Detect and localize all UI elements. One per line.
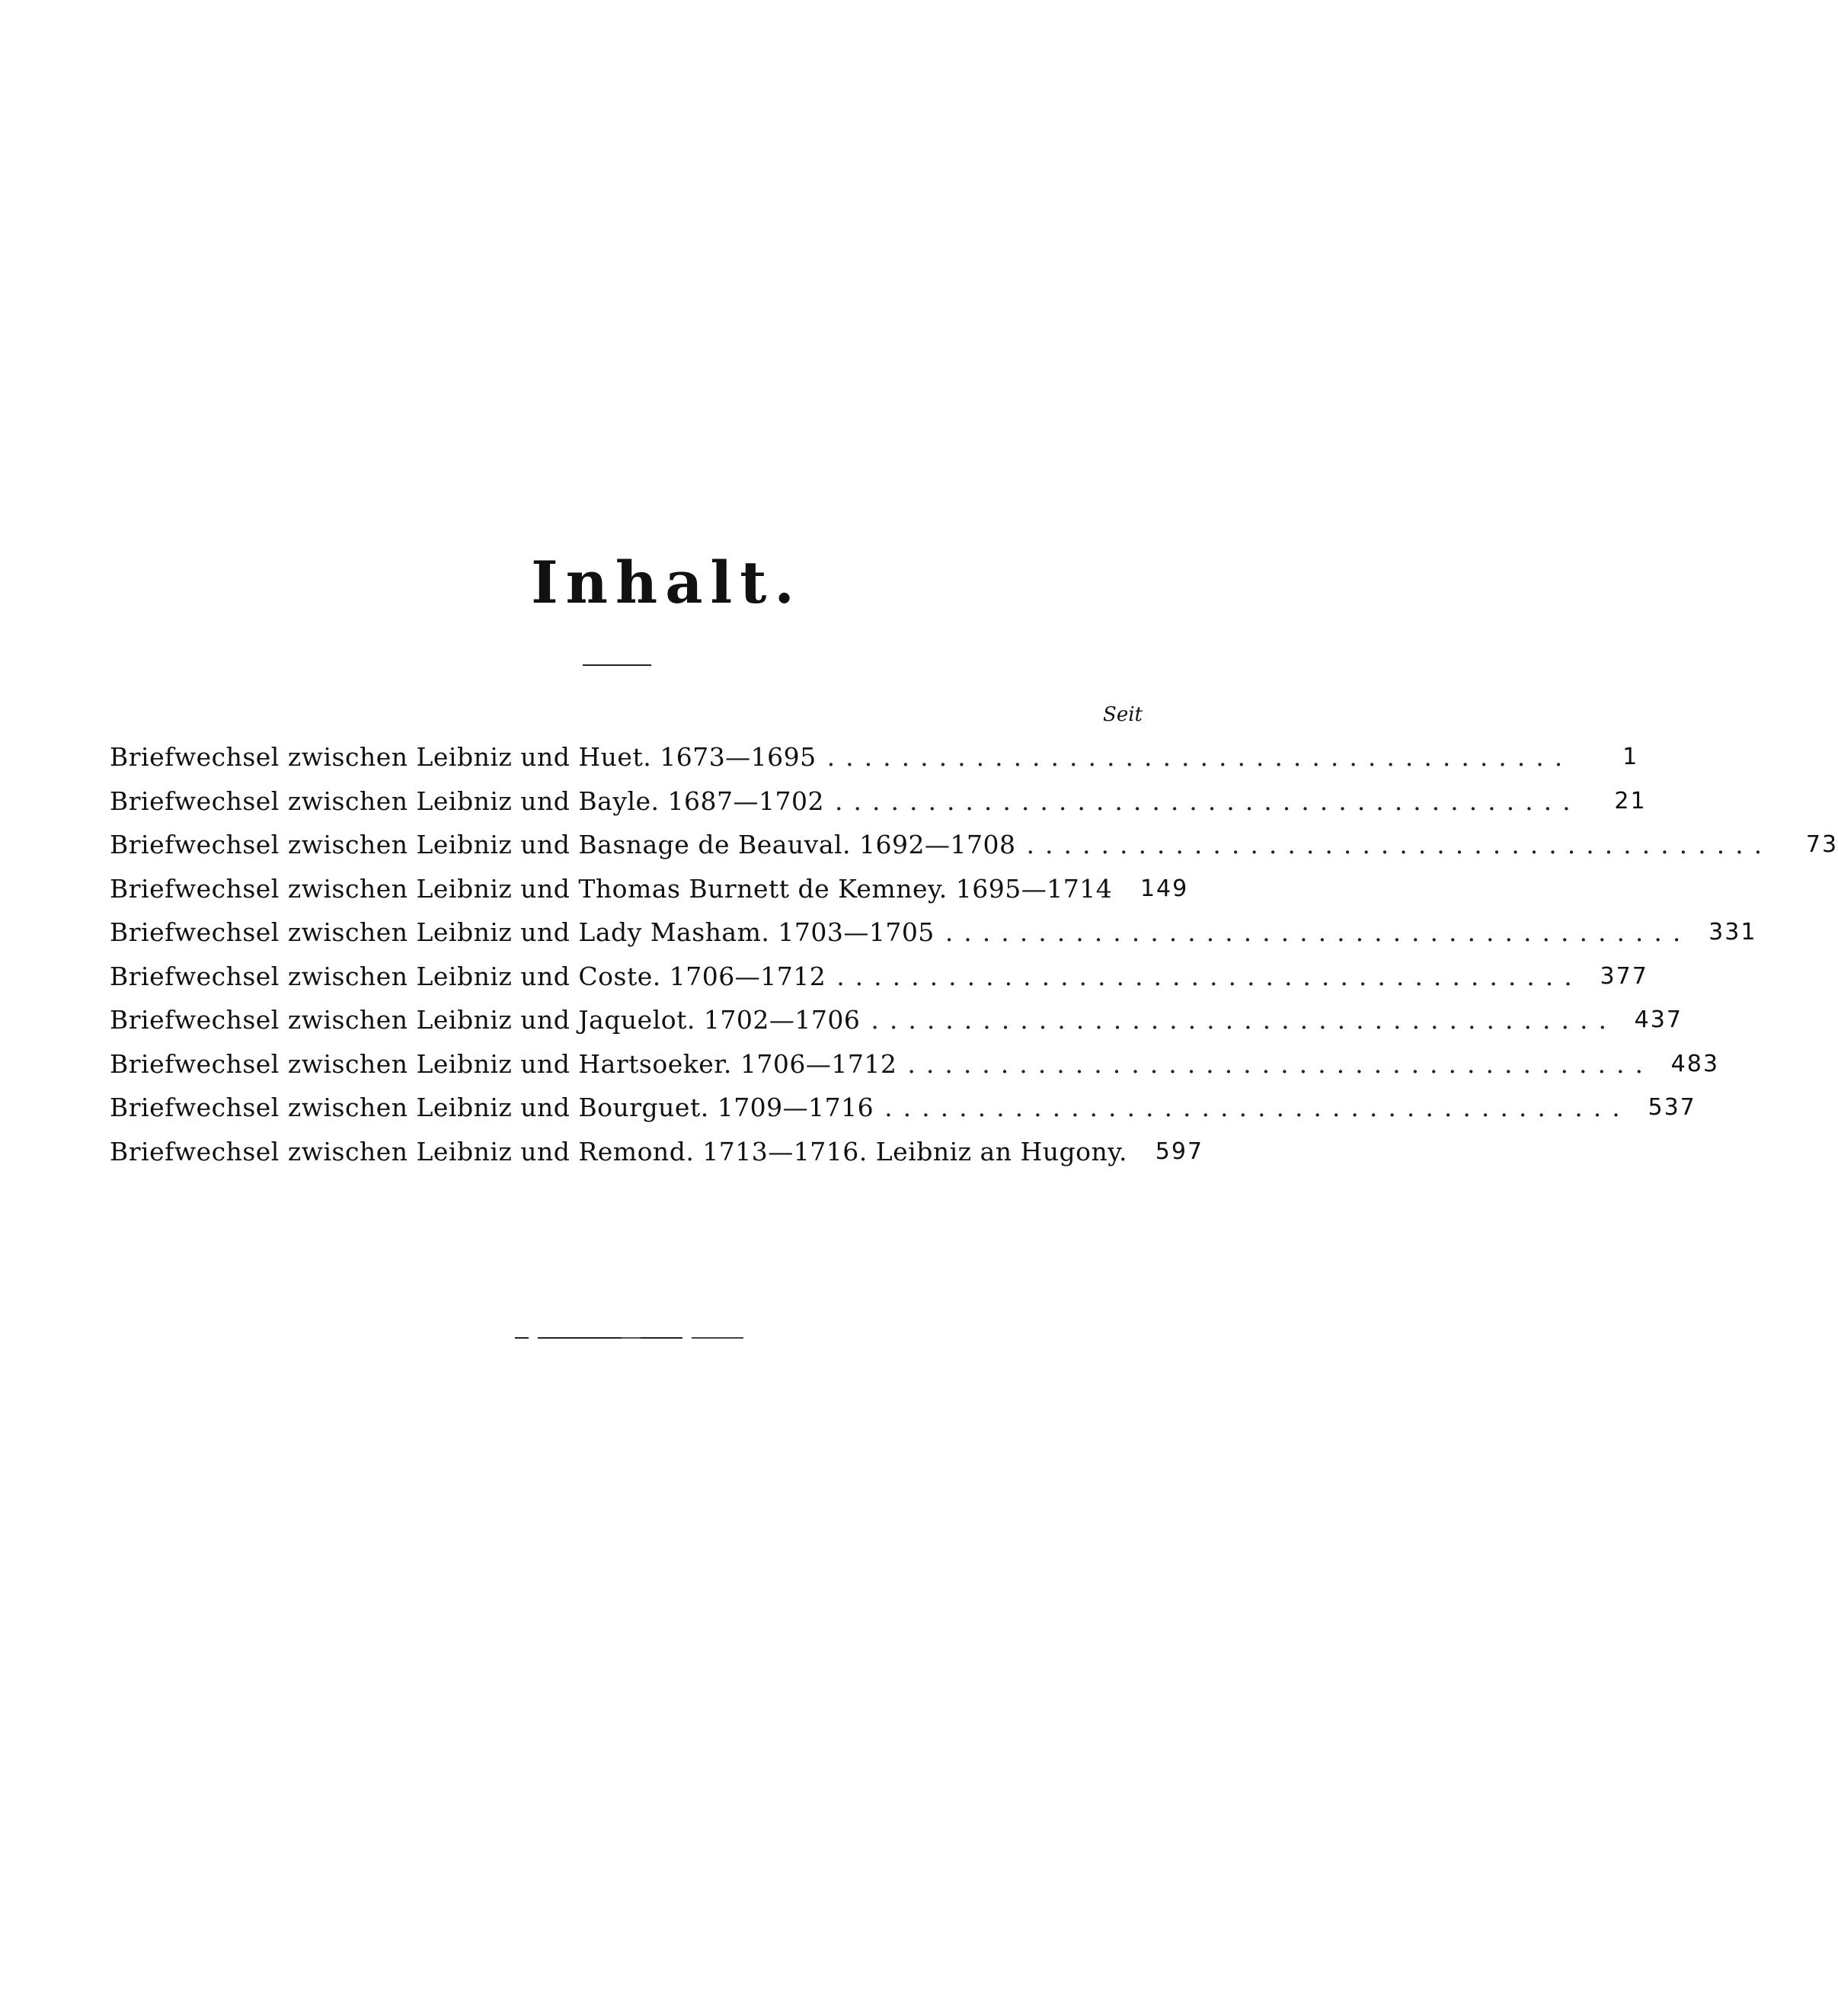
page-title: Inhalt. (531, 549, 802, 616)
toc-entry-page: 537 (1648, 1094, 1696, 1122)
toc-entry-page: 1 (1622, 744, 1639, 771)
toc-entry (110, 910, 1757, 955)
toc-entry-title: Briefwechsel zwischen Leibniz und Huet. 1673—1695 (110, 742, 817, 773)
closing-divider (515, 1337, 743, 1339)
toc-entry (110, 867, 1189, 911)
toc-entry-page: 331 (1709, 919, 1757, 946)
toc-entry-title: Briefwechsel zwischen Leibniz und Coste. 1706—1712 (110, 961, 826, 991)
toc-entry-title: Briefwechsel zwischen Leibniz und Thomas Burnett de Kemney. 1695—1714 (110, 873, 1113, 904)
toc-entry-title: Briefwechsel zwischen Leibniz und Remond. 1713—1716. Leibniz an Hugony. (110, 1136, 1127, 1166)
toc-leader-dots: ........................................ (871, 1005, 1617, 1035)
toc-entry-title: Briefwechsel zwischen Leibniz und Jaquelot. 1702—1706 (110, 1005, 861, 1035)
toc-entry-title: Briefwechsel zwischen Leibniz und Basnage de Beauval. 1692—1708 (110, 830, 1016, 860)
toc-entry (110, 779, 1647, 824)
toc-entry-title: Briefwechsel zwischen Leibniz und Hartsoeker. 1706—1712 (110, 1048, 897, 1079)
toc-leader-dots: ........................................ (836, 961, 1583, 991)
toc-leader-dots: ........................................ (1026, 830, 1773, 860)
toc-leader-dots: ........................................ (945, 917, 1692, 948)
toc-entry (110, 998, 1683, 1042)
toc-entry-page: 21 (1614, 787, 1647, 814)
toc-entry (110, 823, 1838, 867)
toc-entry-title: Briefwechsel zwischen Leibniz und Bourguet. 1709—1716 (110, 1093, 874, 1123)
toc-entry-page: 149 (1140, 875, 1189, 902)
toc-entry (110, 955, 1648, 999)
toc-entry-page: 597 (1155, 1138, 1203, 1165)
toc-entry-page: 437 (1634, 1006, 1683, 1034)
toc-entry-title: Briefwechsel zwischen Leibniz und Bayle. 1687—1702 (110, 786, 824, 816)
title-divider (583, 664, 651, 666)
toc-leader-dots: ........................................ (835, 786, 1581, 816)
page-column-label: Seit (1103, 703, 1143, 726)
toc-entry-page: 73 (1805, 831, 1838, 859)
toc-leader-dots: ........................................ (907, 1048, 1654, 1079)
toc-entry-title: Briefwechsel zwischen Leibniz und Lady Masham. 1703—1705 (110, 917, 935, 948)
toc-entry (110, 1042, 1719, 1086)
toc-leader-dots: ........................................ (884, 1093, 1631, 1123)
toc-entry-page: 377 (1600, 962, 1648, 990)
toc-entry (110, 1086, 1696, 1130)
toc-entry (110, 1130, 1203, 1174)
table-of-contents (110, 735, 1838, 1173)
toc-entry (110, 735, 1639, 779)
toc-entry-page: 483 (1670, 1050, 1719, 1077)
toc-leader-dots: ........................................ (826, 742, 1574, 773)
